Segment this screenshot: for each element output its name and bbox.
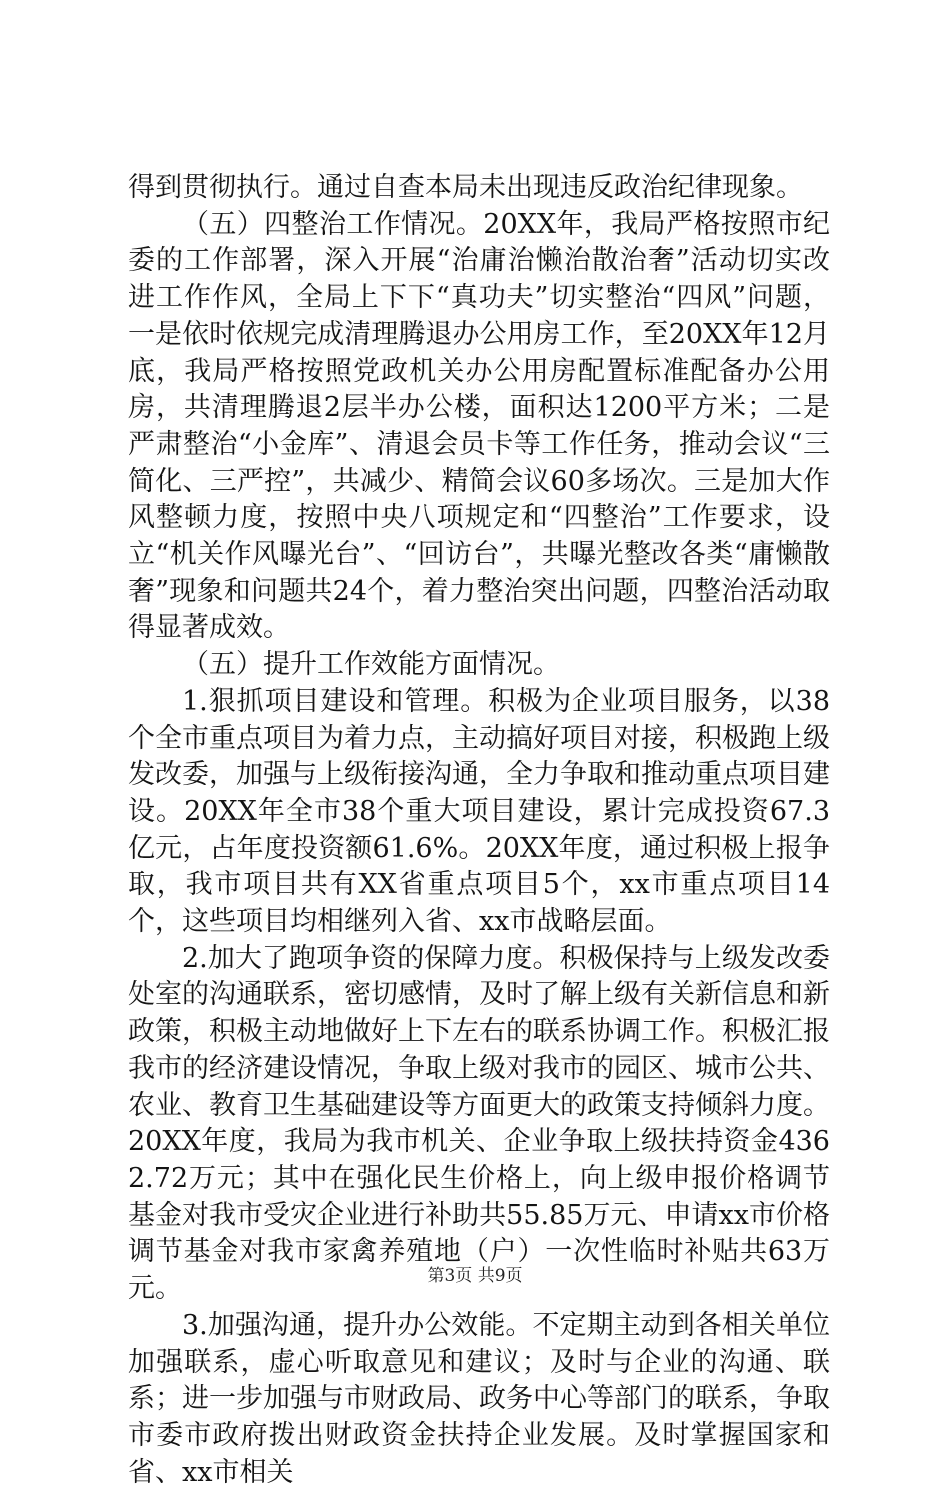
paragraph-item-3: 3.加强沟通，提升办公效能。不定期主动到各相关单位加强联系，虚心听取意见和建议；及时与企业的沟通、联系；进一步加强与市财政局、政务中心等部门的联系，争取市委市政府拨出财政资金扶持企业发展。及时掌握国家和省、xx市相关 xyxy=(128,1309,830,1488)
paragraph-item-1: 1.狠抓项目建设和管理。积极为企业项目服务，以38个全市重点项目为着力点，主动搞好项目对接，积极跑上级发改委，加强与上级衔接沟通，全力争取和推动重点项目建设。20XX年全市38个重大项目建设，累计完成投资67.3亿元，占年度投资额61.6%。20XX年度，通过积极上报争取，我市项目共有XX省重点项目5个，xx市重点项目14个，这些项目均相继列入省、xx市战略层面。 xyxy=(128,685,830,938)
document-body xyxy=(128,170,830,1491)
paragraph-item-2: 2.加大了跑项争资的保障力度。积极保持与上级发改委处室的沟通联系，密切感情，及时了解上级有关新信息和新政策，积极主动地做好上下左右的联系协调工作。积极汇报我市的经济建设情况，争取上级对我市的园区、城市公共、农业、教育卫生基础建设等方面更大的政策支持倾斜力度。20XX年度，我局为我市机关、企业争取上级扶持资金4362.72万元；其中在强化民生价格上，向上级申报价格调节基金对我市受灾企业进行补助共55.85万元、申请xx市价格调节基金对我市家禽养殖地（户）一次性临时补贴共63万元。 xyxy=(128,942,830,1305)
paragraph-continuation: 得到贯彻执行。通过自查本局未出现违反政治纪律现象。 xyxy=(128,172,803,203)
paragraph-four-rectifications: （五）四整治工作情况。20XX年，我局严格按照市纪委的工作部署，深入开展“治庸治懒治散治奢”活动切实改进工作作风，全局上下下“真功夫”切实整治“四风”问题，一是依时依规完成清理腾退办公用房工作，至20XX年12月底，我局严格按照党政机关办公用房配置标准配备办公用房，共清理腾退2层半办公楼，面积达1200平方米；二是严肃整治“小金库”、清退会员卡等工作任务，推动会议“三简化、三严控”，共减少、精简会议60多场次。三是加大作风整顿力度，按照中央八项规定和“四整治”工作要求，设立“机关作风曝光台”、“回访台”，共曝光整改各类“庸懒散奢”现象和问题共24个，着力整治突出问题，四整治活动取得显著成效。 xyxy=(128,208,830,644)
section-heading-efficiency: （五）提升工作效能方面情况。 xyxy=(182,649,560,681)
page-number-footer: 第3页 共9页 xyxy=(427,1266,523,1286)
